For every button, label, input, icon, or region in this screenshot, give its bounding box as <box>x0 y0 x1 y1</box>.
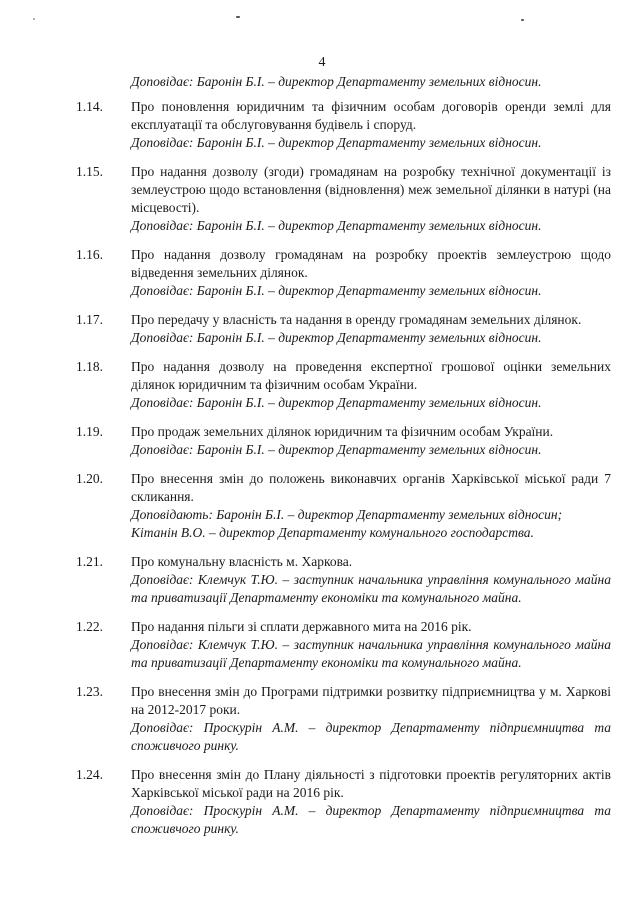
item-body <box>131 766 611 838</box>
item-title: Про комунальну власність м. Харкова. <box>131 554 353 569</box>
item-body <box>131 470 611 542</box>
item-body <box>131 618 611 672</box>
item-speaker: Доповідають: Баронін Б.І. – директор Департаменту земельних відносин; <box>131 507 563 522</box>
item-title: Про внесення змін до положень виконавчих органів Харківської міської ради 7 скликання. <box>131 471 611 504</box>
item-title: Про надання дозволу на проведення експертної грошової оцінки земельних ділянок юридичним та фізичним особам України. <box>131 359 611 392</box>
item-title: Про надання дозволу (згоди) громадянам на розробку технічної документації із землеустрою щодо встановлення (відновлення) меж земельної ділянки в натурі (на місцевості). <box>131 164 611 215</box>
agenda-item <box>76 423 616 459</box>
item-body <box>131 423 611 459</box>
item-title: Про внесення змін до Плану діяльності з підготовки проектів регуляторних актів Харківської міської ради на 2016 рік. <box>131 767 611 800</box>
item-title: Про продаж земельних ділянок юридичним та фізичним особам України. <box>131 424 554 439</box>
item-number: 1.19. <box>76 424 103 439</box>
item-body <box>131 358 611 412</box>
agenda-item <box>76 766 616 838</box>
item-speaker: Доповідає: Баронін Б.І. – директор Департаменту земельних відносин. <box>131 135 542 150</box>
item-number: 1.15. <box>76 164 103 179</box>
item-number: 1.22. <box>76 619 103 634</box>
scan-speck <box>236 16 240 18</box>
item-number: 1.16. <box>76 247 103 262</box>
item-title: Про надання дозволу громадянам на розробку проектів землеустрою щодо відведення земельних ділянок. <box>131 247 611 280</box>
item-title: Про передачу у власність та надання в оренду громадянам земельних ділянок. <box>131 312 582 327</box>
item-speaker: Доповідає: Клемчук Т.Ю. – заступник начальника управління комунального майна та приватизації Департаменту економіки та комунального майна. <box>131 572 611 605</box>
item-body <box>131 163 611 235</box>
agenda-item <box>76 618 616 672</box>
item-title: Про поновлення юридичним та фізичним особам договорів оренди землі для експлуатації та обслуговування будівель і споруд. <box>131 99 611 132</box>
agenda-item <box>76 470 616 542</box>
item-number: 1.17. <box>76 312 103 327</box>
agenda-item <box>76 358 616 412</box>
item-speaker: Доповідає: Баронін Б.І. – директор Департаменту земельних відносин. <box>131 283 542 298</box>
item-number: 1.20. <box>76 471 103 486</box>
item-speaker: Доповідає: Клемчук Т.Ю. – заступник начальника управління комунального майна та приватизації Департаменту економіки та комунального майна. <box>131 637 611 670</box>
item-number: 1.18. <box>76 359 103 374</box>
agenda-item <box>76 311 616 347</box>
item-title: Про внесення змін до Програми підтримки розвитку підприємництва у м. Харкові на 2012-2017 роки. <box>131 684 611 717</box>
agenda-item <box>76 246 616 300</box>
agenda-item <box>76 98 616 152</box>
item-body <box>131 553 611 607</box>
speaker-line: Доповідає: Баронін Б.І. – директор Департаменту земельних відносин. <box>131 74 542 89</box>
item-speaker: Доповідає: Баронін Б.І. – директор Департаменту земельних відносин. <box>131 218 542 233</box>
agenda-items <box>76 98 616 838</box>
item-number: 1.23. <box>76 684 103 699</box>
agenda-item <box>76 163 616 235</box>
item-speaker-secondary: Кітанін В.О. – директор Департаменту комунального господарства. <box>131 525 534 540</box>
item-number: 1.24. <box>76 767 103 782</box>
page-number: 4 <box>318 55 326 70</box>
item-speaker: Доповідає: Баронін Б.І. – директор Департаменту земельних відносин. <box>131 395 542 410</box>
item-body <box>131 246 611 300</box>
item-number: 1.14. <box>76 99 103 114</box>
item-speaker: Доповідає: Проскурін А.М. – директор Департаменту підприємництва та споживчого ринку. <box>131 803 611 836</box>
scan-speck <box>521 19 524 21</box>
item-speaker: Доповідає: Баронін Б.І. – директор Департаменту земельних відносин. <box>131 442 542 457</box>
item-number: 1.21. <box>76 554 103 569</box>
item-title: Про надання пільги зі сплати державного мита на 2016 рік. <box>131 619 472 634</box>
item-speaker: Доповідає: Проскурін А.М. – директор Департаменту підприємництва та споживчого ринку. <box>131 720 611 753</box>
item-body <box>131 98 611 152</box>
item-body <box>131 311 611 347</box>
item-body <box>131 683 611 755</box>
agenda-item <box>76 553 616 607</box>
scan-speck <box>33 18 35 20</box>
agenda-item <box>76 683 616 755</box>
item-speaker: Доповідає: Баронін Б.І. – директор Департаменту земельних відносин. <box>131 330 542 345</box>
